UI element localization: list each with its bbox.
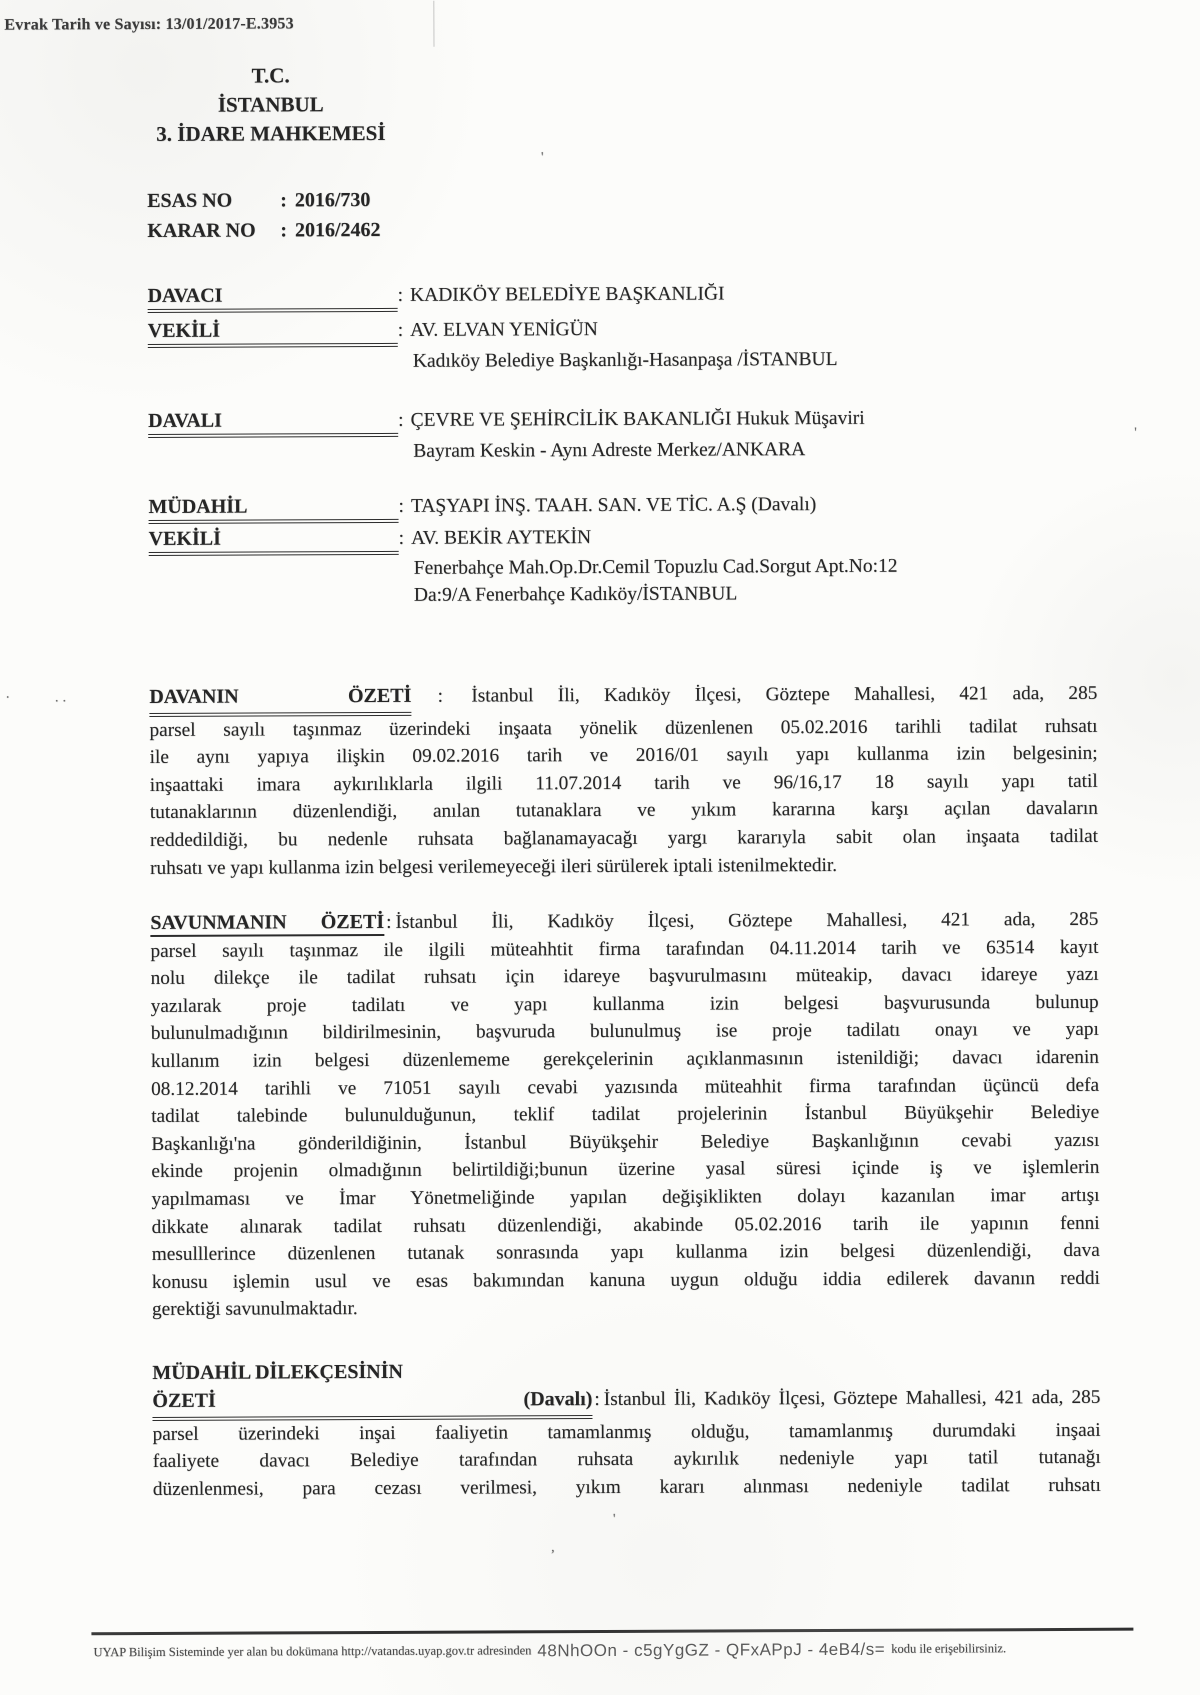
party-separator: :	[398, 495, 404, 517]
address-line: Bayram Keskin - Aynı Adreste Merkez/ANKARA	[413, 439, 806, 462]
esas-no-label: ESAS NO	[147, 189, 233, 212]
paragraph-line: ile aynı yapıya ilişkin 09.02.2016 tarih ve 2016/01 sayılı yapı kullanma izin belgesinin;	[149, 743, 1098, 769]
court-line-name: 3. İDARE MAHKEMESİ	[156, 120, 386, 146]
footer-note	[93, 1638, 1193, 1663]
court-line-tc: T.C.	[251, 63, 290, 88]
esas-no-value: 2016/730	[294, 188, 371, 212]
uyap-access-code: 48NhOOn - c5gYgGZ - QFxAPpJ - 4eB4/s=	[537, 1639, 886, 1661]
karar-no-row	[147, 215, 380, 246]
section-label: SAVUNMANIN ÖZETİ	[150, 911, 384, 937]
address-line: Kadıköy Belediye Başkanlığı-Hasanpaşa /İSTANBUL	[412, 348, 838, 372]
party-value: AV. ELVAN YENİGÜN	[410, 319, 598, 341]
case-numbers	[147, 185, 380, 246]
paragraph-line: yazılarak proje tadilatı ve yapı kullanma izin belgesi başvurusunda bulunup	[150, 991, 1099, 1017]
paragraph-line: mesulllerince düzenlenen tutanak sonrasında yapı kullanma izin belgesi düzenlendiği, dava	[151, 1239, 1100, 1266]
court-header	[137, 61, 405, 149]
esas-no-separator: :	[280, 189, 287, 212]
paragraph-line: reddedildiği, bu nedenle ruhsata bağlanamayacağı yargı kararıyla sabit olan inşaata tadilat	[149, 825, 1099, 851]
section-label: DAVANIN ÖZETİ	[149, 683, 411, 717]
paragraph-line: ekinde projenin olmadığının belirtildiği;bunun üzerine yasal süresi içinde iş ve işlemlerin	[151, 1157, 1100, 1183]
paragraph-line: faaliyete davacı Belediye tarafından ruhsata aykırılık nedeniyle yapı tatil tutanağı	[152, 1447, 1101, 1473]
party-label: VEKİLİ	[148, 319, 398, 348]
party-value: TAŞYAPI İNŞ. TAAH. SAN. VE TİC. A.Ş (Davalı)	[410, 494, 817, 517]
address-line: Fenerbahçe Mah.Op.Dr.Cemil Topuzlu Cad.Sorgut Apt.No:12	[413, 555, 898, 579]
paragraph-line: gerektiği savunulmaktadır.	[151, 1298, 358, 1321]
karar-no-separator: :	[280, 219, 288, 242]
karar-no-label: KARAR NO	[147, 219, 256, 242]
party-label: VEKİLİ	[149, 527, 399, 556]
paragraph-line	[149, 680, 1097, 717]
paragraph-line	[152, 1384, 1100, 1421]
paragraph-line: Başkanlığı'na gönderildiğinin, İstanbul Büyükşehir Belediye Başkanlığının cevabi yazısı	[151, 1129, 1100, 1155]
paragraph-line	[150, 906, 1098, 938]
paragraph-line: tadilat talebinde bulunulduğunun, teklif tadilat projelerinin İstanbul Büyükşehir Belediye	[151, 1101, 1100, 1128]
scan-artifact: ·	[5, 690, 11, 706]
section-savunmanin-ozeti	[150, 906, 1100, 1324]
party-label: DAVALI	[148, 409, 398, 438]
party-row-vekili-2	[149, 524, 1099, 556]
scan-artifact	[433, 1, 434, 47]
section-separator: :	[437, 685, 444, 707]
scan-artifact: '	[612, 1511, 616, 1527]
paragraph-line: tutanaklarının düzenlendiği, anılan tutanaklara ve yıkım kararına karşı açılan davaların	[149, 798, 1098, 824]
address-line: Da:9/A Fenerbahçe Kadıköy/İSTANBUL	[413, 583, 738, 606]
party-value: ÇEVRE VE ŞEHİRCİLİK BAKANLIĞI Hukuk Müşaviri	[410, 407, 865, 431]
party-label: DAVACI	[148, 284, 398, 313]
party-value: KADIKÖY BELEDİYE BAŞKANLIĞI	[409, 283, 725, 306]
party-value: AV. BEKİR AYTEKİN	[411, 527, 592, 549]
evrak-stamp: Evrak Tarih ve Sayısı: 13/01/2017-E.3953	[4, 15, 294, 34]
paragraph-line: parsel sayılı taşınmaz üzerindeki inşaata yönelik düzenlenen 05.02.2016 tarihli tadilat ruhsatı	[149, 715, 1098, 741]
paragraph-line: konusu işlemin usul ve esas bakımından kanuna uygun olduğu iddia edilerek davanın reddi	[151, 1267, 1100, 1293]
footer-divider	[91, 1628, 1133, 1636]
karar-no-value: 2016/2462	[294, 218, 381, 242]
scan-artifact: ,	[551, 1540, 555, 1556]
party-separator: :	[398, 409, 404, 431]
party-separator: :	[397, 284, 404, 306]
paragraph-line: 08.12.2014 tarihli ve 71051 sayılı cevabi yazısında müteahhit firma tarafından üçüncü defa	[151, 1074, 1100, 1100]
party-separator: :	[397, 319, 404, 341]
scan-artifact: ··	[54, 694, 70, 710]
section-davanin-ozeti	[149, 680, 1098, 882]
paragraph-line: ruhsatı ve yapı kullanma izin belgesi verilemeyeceği ileri sürülerek iptali istenilmektedir.	[150, 854, 838, 879]
section-separator: :	[386, 911, 392, 933]
paragraph-line: nolu dilekçe ile tadilat ruhsatı için idareye başvurulmasını müteakip, davacı idareye yazı	[150, 964, 1099, 990]
footer-suffix: kodu ile erişebilirsiniz.	[891, 1641, 1007, 1656]
paragraph-line: düzenlenmesi, para cezası verilmesi, yıkım kararı alınması nedeniyle tadilat ruhsatı	[152, 1474, 1101, 1500]
paragraph-line: inşaattaki imara aykırılıklarla ilgili 11.07.2014 tarih ve 96/16,17 18 sayılı yapı tatil	[149, 770, 1098, 796]
section-separator: :	[594, 1389, 600, 1411]
party-row-vekili-1	[148, 316, 1098, 348]
line-text: İstanbul İli, Kadıköy İlçesi, Göztepe Mahallesi, 421 ada, 285	[395, 908, 1099, 933]
scan-artifact: '	[540, 150, 544, 166]
party-label: MÜDAHİL	[148, 495, 398, 524]
party-row-davaci	[148, 281, 1098, 313]
party-row-mudahil	[148, 492, 1098, 524]
court-line-city: İSTANBUL	[217, 92, 324, 117]
esas-no-row	[147, 185, 380, 216]
scan-artifact: '	[1134, 425, 1137, 441]
paragraph-line: dikkate alınarak tadilat ruhsatı düzenlendiği, akabinde 05.02.2016 tarih ile yapının fenni	[151, 1212, 1100, 1238]
section-label-line-1: MÜDAHİL DİLEKÇESİNİN	[152, 1360, 403, 1384]
party-row-davali	[148, 406, 1098, 438]
paragraph-line: parsel sayılı taşınmaz ile ilgili müteahhtit firma tarafından 04.11.2014 tarih ve 63514 kayıt	[150, 936, 1099, 962]
paragraph-line: parsel üzerindeki inşai faaliyetin tamamlanmış olduğu, tamamlanmış durumdaki inşaai	[152, 1419, 1101, 1445]
line-text: İstanbul İli, Kadıköy İlçesi, Göztepe Mahallesi, 421 ada, 285	[471, 682, 1098, 707]
footer-prefix: UYAP Bilişim Sisteminde yer alan bu dokümana http://vatandas.uyap.gov.tr adresinden	[93, 1643, 532, 1660]
party-separator: :	[398, 527, 405, 549]
section-mudahil-dilekcesi	[152, 1354, 1101, 1504]
paragraph-line: yapılmaması ve İmar Yönetmeliğinde yapılan değişiklikten dolayı kazanılan imar artışı	[151, 1184, 1100, 1210]
paragraph-line: bulunulmadığının bildirilmesinin, başvuruda bulunulmuş ise proje tadilatı onayı ve yapı	[150, 1019, 1099, 1045]
paragraph-line: kullanım izin belgesi düzenlememe gerekçelerinin açıklanmasının istenildiği; davacı idarenin	[150, 1046, 1099, 1072]
line-text: İstanbul İli, Kadıköy İlçesi, Göztepe Mahallesi, 421 ada, 285	[603, 1386, 1101, 1410]
section-label-line-2: ÖZETİ (Davalı)	[152, 1386, 592, 1421]
